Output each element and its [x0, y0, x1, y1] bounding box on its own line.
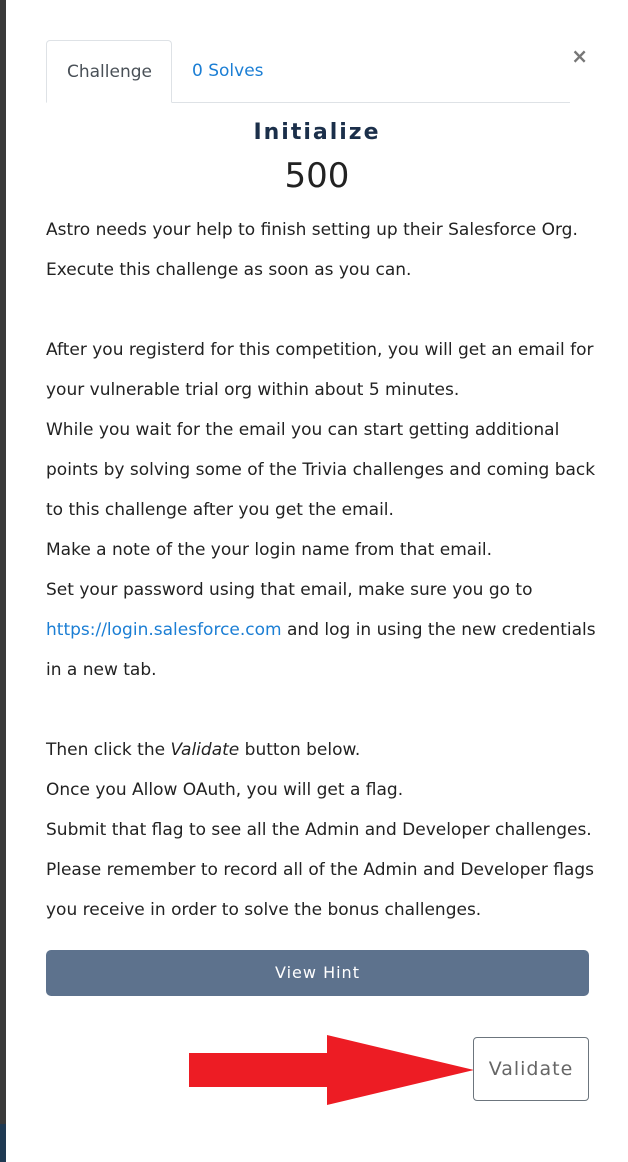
- description-line: Astro needs your help to finish setting up their Salesforce Org.: [46, 220, 578, 240]
- close-icon[interactable]: ×: [571, 44, 588, 68]
- description-line: After you registerd for this competition, you will get an email for your vulnerable trial org within about 5 minutes.: [46, 340, 594, 400]
- description-line: While you wait for the email you can start getting additional points by solving some of the Trivia challenges and coming back to this challenge after you get the email.: [46, 420, 596, 520]
- tab-solves[interactable]: 0 Solves: [192, 61, 264, 81]
- description-text: Then click the: [46, 740, 166, 760]
- description-text: and log in using the new credentials in a new tab.: [46, 620, 596, 680]
- tab-challenge[interactable]: Challenge: [46, 40, 172, 103]
- description-line: Make a note of the your login name from that email.: [46, 540, 493, 560]
- challenge-title: Initialize: [253, 120, 381, 145]
- challenge-modal: [6, 0, 628, 1162]
- description-line: Execute this challenge as soon as you can.: [46, 260, 412, 280]
- description-line: Please remember to record all of the Admin and Developer flags you receive in order to solve the bonus challenges.: [46, 860, 594, 920]
- description-line: Submit that flag to see all the Admin and Developer challenges.: [46, 820, 592, 840]
- salesforce-login-link[interactable]: https://login.salesforce.com: [46, 620, 282, 640]
- validate-emphasis: Validate: [170, 740, 240, 760]
- paragraph-gap: [46, 690, 606, 730]
- description-line-with-link: [46, 570, 606, 690]
- challenge-points: 500: [284, 156, 350, 196]
- view-hint-button[interactable]: View Hint: [46, 950, 589, 996]
- paragraph-gap: [46, 290, 606, 330]
- challenge-description: [46, 210, 606, 930]
- description-line: Once you Allow OAuth, you will get a flag.: [46, 780, 404, 800]
- red-arrow-icon: [189, 1035, 474, 1105]
- tab-bar: [46, 40, 570, 103]
- description-text: Set your password using that email, make sure you go to: [46, 580, 533, 600]
- description-line: [46, 730, 606, 770]
- validate-button[interactable]: Validate: [473, 1037, 589, 1101]
- description-text: button below.: [244, 740, 361, 760]
